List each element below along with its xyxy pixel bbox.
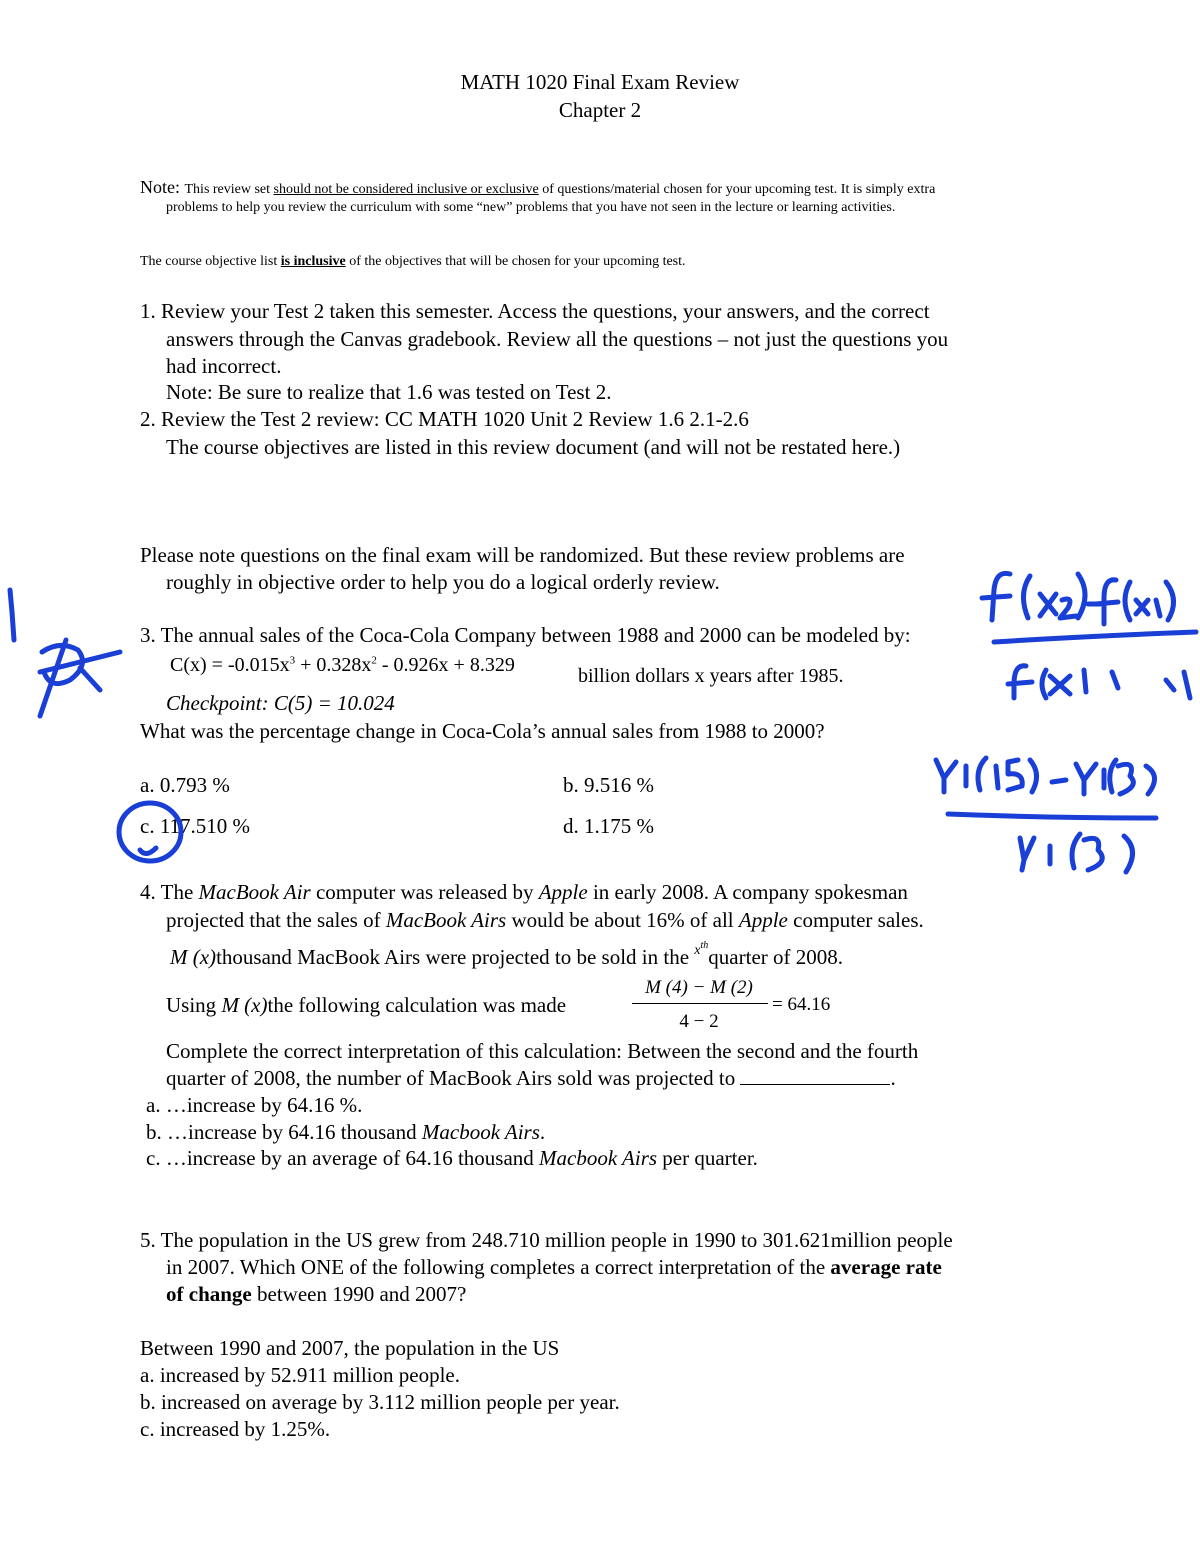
q4-choice-b-pre: b. …increase by 64.16 thousand [146,1120,422,1144]
objectives-text-1: The course objective list [140,254,281,269]
q5-line2-bold: average rate [830,1255,942,1279]
q3-choice-b: b. 9.516 % [563,773,654,797]
q5-stem: Between 1990 and 2007, the population in the US [140,1336,560,1360]
q5-line1: 5. The population in the US grew from 248.710 million people in 1990 to 301.621million people [140,1228,953,1252]
item1-line1: 1. Review your Test 2 taken this semester. Access the questions, your answers, and the correct [140,299,930,323]
q4-fraction-numerator: M (4) − M (2) [645,977,753,998]
q4-line2-post: computer sales. [787,908,924,932]
ink-left-stroke [10,590,14,640]
note-text-2: of questions/material chosen for your upcoming test. It is simply extra [538,182,936,197]
ink-y1-3-den [1020,834,1133,872]
q4-line3-x: x [694,943,701,958]
q3-choice-c: c. 117.510 % [140,814,251,838]
q5-line2-pre: in 2007. Which ONE of the following completes a correct interpretation of the [166,1255,831,1279]
q5-line3-post: between 1990 and 2007? [251,1282,467,1306]
q3-choice-a: a. 0.793 % [140,773,230,797]
q4-fraction-result: = 64.16 [772,994,831,1015]
randomized-line1: Please note questions on the final exam will be randomized. But these review problems are [140,543,905,567]
item1-line3: had incorrect. [166,354,282,378]
page-subtitle: Chapter 2 [558,98,642,122]
q3-exp2: 2 [371,654,377,667]
item1-line4: Note: Be sure to realize that 1.6 was tested on Test 2. [166,380,612,404]
ink-y1-15 [936,758,1037,792]
note-underlined: should not be considered inclusive or exclusive [273,182,539,197]
q5-choice-c: c. increased by 1.25%. [140,1417,331,1441]
q3-formula-lhs: C(x) = -0.015x [170,654,290,676]
q3-line1: 3. The annual sales of the Coca-Cola Company between 1988 and 2000 can be modeled by: [140,623,911,647]
page-title: MATH 1020 Final Exam Review [460,70,740,94]
q3-choice-d: d. 1.175 % [563,814,654,838]
q4-line4-function: M (x) [221,993,268,1017]
objectives-emph: is inclusive [280,254,346,269]
note-text-1: This review set [184,182,274,197]
q4-choice-c-product: Macbook Airs [539,1146,658,1170]
q4-line3-th: th [700,940,709,951]
ink-y1-3 [1076,760,1155,794]
objectives-text-2: of the objectives that will be chosen for your upcoming test. [345,254,686,269]
q4-line3-post: quarter of 2008. [708,945,844,969]
item2-line1: 2. Review the Test 2 review: CC MATH 1020 Unit 2 Review 1.6 2.1-2.6 [140,407,749,431]
item2-line2: The course objectives are listed in this review document (and will not be restated here.) [166,435,901,459]
q4-line2-pre: projected that the sales of [166,908,386,932]
ink-f-x2 [982,573,1085,620]
q4-line4-text: the following calculation was made [267,993,567,1017]
ink-trailing-mark [1166,672,1190,698]
q4-line2-mid: would be about 16% of all [506,908,739,932]
q4-line1-mid: computer was released by [310,880,539,904]
ink-f-x1 [1096,580,1174,624]
q4-choice-b-post: . [539,1120,546,1144]
q3-units: billion dollars x years after 1985. [578,665,844,687]
q4-line2-company: Apple [738,908,788,932]
q4-line2-product: MacBook Airs [385,908,507,932]
q3-question: What was the percentage change in Coca-Cola’s annual sales from 1988 to 2000? [140,719,825,743]
q5-choice-a: a. increased by 52.911 million people. [140,1363,460,1387]
ink-f-x1-den [1008,666,1118,698]
q3-formula-rhs: - 0.926x + 8.329 [376,654,515,676]
q3-formula-mid: + 0.328x [295,654,372,676]
q3-checkpoint: Checkpoint: C(5) = 10.024 [166,691,395,715]
q4-line6-end: . [890,1066,896,1090]
q4-line5: Complete the correct interpretation of this calculation: Between the second and the fourth [166,1039,919,1063]
q4-line3-function: M (x) [170,945,217,969]
ink-star [40,640,120,716]
q4-line4-pre: Using [166,993,222,1017]
q3-exp3: 3 [289,654,296,667]
randomized-line2: roughly in objective order to help you do a logical orderly review. [166,570,720,594]
ink-minus-2 [1052,780,1066,782]
q5-line3-bold: of change [166,1282,252,1306]
q4-choice-c-pre: c. …increase by an average of 64.16 thousand [146,1146,540,1170]
q4-line1-pre: 4. The [140,880,199,904]
q4-choice-c-post: per quarter. [657,1146,758,1170]
q4-line1-post: in early 2008. A company spokesman [587,880,908,904]
note-line-2: problems to help you review the curriculum with some “new” problems that you have not seen in the lecture or learning activities. [166,200,896,215]
q4-choice-b-product: Macbook Airs [421,1120,540,1144]
ink-fraction-bar-2 [948,814,1156,818]
q4-fraction-denominator: 4 − 2 [679,1011,719,1032]
q5-choice-b: b. increased on average by 3.112 million people per year. [140,1390,620,1414]
q4-line1-product: MacBook Air [198,880,311,904]
q4-line3-text: thousand MacBook Airs were projected to be sold in the [216,945,695,969]
note-label: Note: [140,177,185,197]
item1-line2: answers through the Canvas gradebook. Review all the questions – not just the questions you [166,327,949,351]
ink-circle-tick [140,848,156,854]
q4-choice-a: a. …increase by 64.16 %. [146,1093,363,1117]
q4-line6-text: quarter of 2008, the number of MacBook Airs sold was projected to [166,1066,736,1090]
q4-line1-company: Apple [538,880,588,904]
ink-fraction-bar-top [994,632,1196,642]
